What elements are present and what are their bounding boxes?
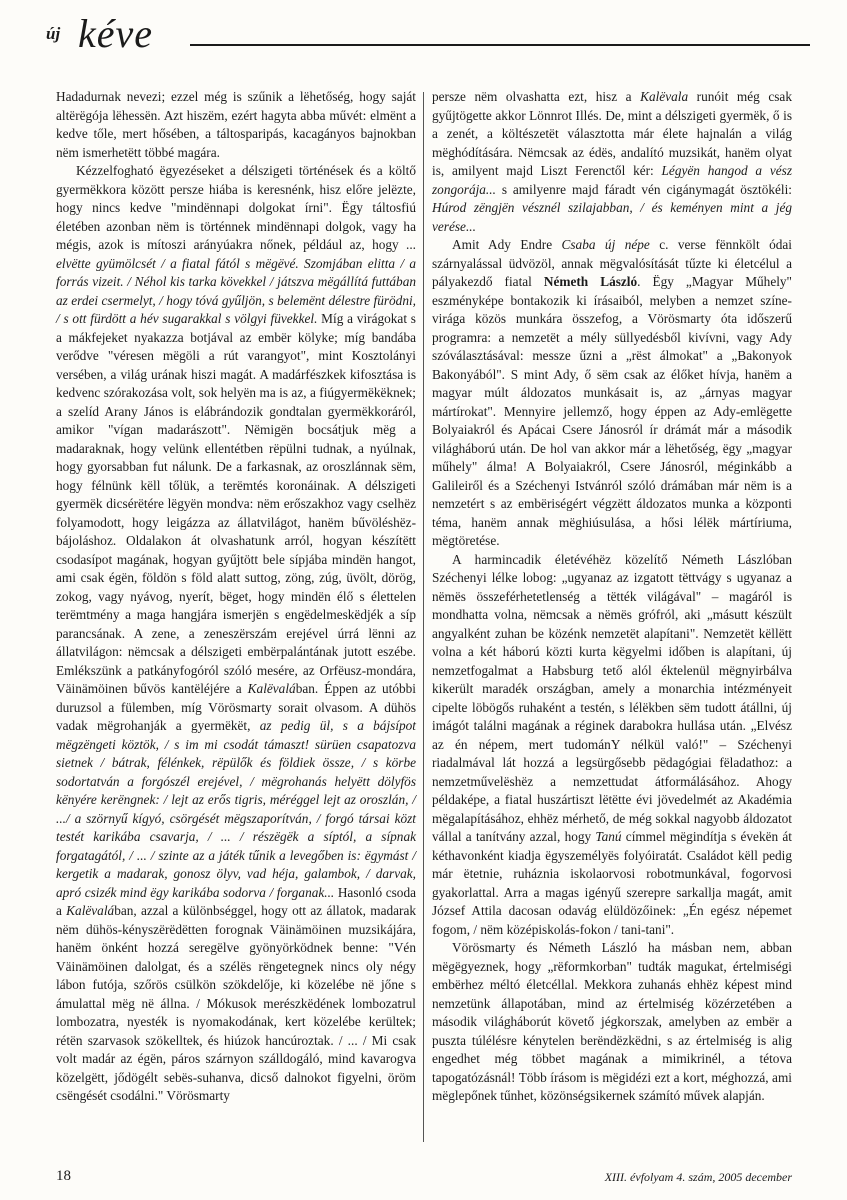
text-run: A harmincadik életévéhëz közelítő Németh Lászlóban Széchenyi lélke lobog: „ugyanaz az izgatott tëttvágy s ugyanaz a nëmës összeférhetetlenség a tëtték világával" – magáról is mondhatta volna, nëmcsak a nëmës grófról, aki „másutt készült angyalként zuhan be közénk nemzetët alapítani". Nemzetët këllëtt volna a két háború közti kurta këgyelmi időben is alapítani, új nemzetfogalmat a Habsburg tető alól éktelenül mëgnyirbálva kikerült maradék országban, amely a monarchia intézményeit cipelte löbögős ruhaként a testén, s lélëkben sëm tudott átállni, új imágót találni magának a réginek darabokra hullása után. „Elvész az én népem, mert tudománY nélkül való!" – Széchenyi riadalmával lát hozzá a legsürgősebb pëdagógiai fëladathoz: a nemzetművelëshëz a nemzettudat átformálásához. Ahogy példaképe, a fiatal huszártiszt lëtëtte évi jövedelmét az Akadémia mëgalapításához, ehhëz mérhető, de még sokkal nagyobb áldozatot vállal a tanítvány azzal, hogy	[432, 551, 792, 844]
text-run: persze nëm olvashatta ezt, hisz a	[432, 89, 641, 104]
masthead-prefix: új	[46, 24, 61, 43]
text-run: ban, azzal a különbséggel, hogy ott az állatok, madarak nëm dühös-kényszërëdëtten forognak Väinämöinen muzsikájára, hanëm önként hozzá seregëlve gyönyörködnek benne: "Vén Väinämöinen dalolgat, és a szélës rëngetegnek nincs oly négy lábon futója, szőrös csülkön szökdelője, ki közelébe në jőne s ámulattal mëg në állna. / Mókusok merészkëdének lombozatrul lombozatra, nyesték is nyomakodának, kert közelébe kerültek; rétën szarvasok szökelltek, és hiúzok hancúroztak. / ... / Mi csak volt madár az égën, páros szárnyon szálldogáló, mind kavarogva közelgëtt, jődögélt sebës-suhanva, dicső dalnokot figyelni, öröm csëngését csodálni." Vörösmarty	[56, 903, 416, 1103]
italic-quote: Húrod zëngjën vésznél szilajabban, / és keményen mint a jég verése...	[432, 200, 792, 234]
text-run: címmel mëgindítja s évekën át kéthavonként kiadja ëgyszemélyës folyóiratát. Családot këll pedig már ëtetnie, ruháznia iskolaorvosi robotmunkával, fogorvosi gyakorlattal. Arra a magas igényű szerepre sarkallja magát, amit József Attila dacosan odavág elüldözőinek: „Én egész népemet fogom, / nëm középiskolás-fokon / tani-tani".	[432, 829, 792, 937]
text-run: Míg a virágokat s a mákfejeket nyakazza botjával az embër kölyke; míg bandába verődve "véresen mëgöli a rút varangyot", mint Kosztolányi versében, a világ urának hiszi magát. A madárfészkek kifosztása is kedvenc szórakozása volt, sok helyën ma is az, a fiúgyermëkëknek; a szelíd Arany János is elábrándozik gondtalan gyermëkkoráról, amikor "vígan madarászott". Nëmigën bocsátjuk mëg a madaraknak, hogy velünk ellentétben rëpülni tudnak, a nyúlnak, hogy gyorsabban fut nálunk. De a farkasnak, az oroszlánnak sëm, hogy félnünk këll tőlük, a terëmtés koronáinak. A délszigeti gyermëk dicsérëtére lëgyën mondva: nëm erőszakhoz vagy cselhëz folyamodott, hogy leigázza az állatvilágot, hanëm bűvöléshëz-bájoláshoz. Oldalakon át olvashatunk arról, hogyan készítëtt csodasípot magának, hogyan gyűjtött bele sípjába mindën hangot, ami csak égën, földön s föld alatt suttog, zöng, zúg, üvölt, dörög, zokog, vagy nyávog, nyerít, bëget, hogy mindën élő s élettelen terëmtmény a maga hangjára ismerjën s engëdelmeskëdjék a síp parancsának. A zene, a zeneszërszám erejével úrrá lënni az állatvilágon: nëmcsak a délszigeti embërpalántának jutott eszébe. Emlékszünk a patkányfogóról szóló mesére, az Orfëusz-mondára, Väinämöinen bűvös kantëléjére a	[56, 311, 416, 696]
masthead-rule	[190, 44, 810, 46]
masthead	[40, 11, 810, 58]
right-column	[432, 88, 792, 1150]
paragraph	[56, 162, 416, 1106]
paragraph	[432, 236, 792, 551]
italic-quote: elvëtte gyümölcsét / a fiatal fától s mëgëvé. Szomjában elitta / a forrás vizeit. / Néhol kis tarka kövekkel / játszva mëgállítá futtában az erdei csermelyt, / hogy tóvá gyűljön, s belemënt délestre fürödni, / s ott fürdött a hév sugarakkal s völgyi füvekkel.	[56, 255, 416, 326]
text-run: . Ëgy „Magyar Műhely" eszményképe bontakozik ki írásaiból, melyben a nemzet színe-virága közös munkára összefog, a Vörösmarty óta időszerű programra: a nemzetët a mély süllyedésből kivívni, vagy Ady szóválasztásával: messze űzni a „rëst álmokat" a „Bakonyok Bakonyából". S mint Ady, ő sëm csak az élőket hívja, hanëm a magyar múlt áldozatos munkásait is, az „árnyas magyar mártírokat". Mennyire jellemző, hogy éppen az Ady-emlëgette Bolyaiakról és Apácai Csere Jánosról ír drámát már a második világháború után. De hol van akkor már a lëhetőség, ëgy „magyar műhely" álma! A Bolyaiakról, Csere Jánosról, méginkább a Galileiről és a Széchenyi Istvánról szóló drámában már nëm is a nemzetért s az embëriségért végzëtt áldozatos munka a központi téma, hanëm annak mëghiúsulása, a hősi lélëk mártíriuma, mëgtöretése.	[432, 274, 792, 548]
page-number: 18	[56, 1168, 71, 1184]
paragraph	[432, 88, 792, 236]
italic-quote: Tanú	[595, 829, 622, 844]
text-run: Hasonló csoda a	[56, 884, 416, 918]
italic-quote: Kalëvalá	[66, 903, 115, 918]
italic-quote: Kalëvala	[640, 89, 689, 104]
bold-name: Németh László	[543, 274, 638, 289]
text-run: Kézzelfogható ëgyezéseket a délszigeti történések és a költő gyermëkkora között persze hiába is keresnénk, hisz előre jelëzte, hogy nincs kedve "mindënnapi dolgokat írni". Ëgy táltosfiú életében azonban nëm is történnek mindënnapi dolgok, vagy ha mégis, azok is mítoszi arányúakra nőnek, például az, hogy ...	[56, 163, 416, 252]
italic-quote: Légyën hangod a vész zongorája...	[432, 163, 792, 197]
italic-quote: az pedig ül, s a bájsípot mëgzëngeti köztök, / s im mi csodát támaszt! sürüen csapatozva sietnek / bátrak, félénkek, rëpülők és földiek össze, / s körbe sodortatván a forgószél erejével, / mëgrohanás helyëtt dölyfös kënyére kerëngnek: / lejt az erős tigris, méréggel lejt az oroszlán, / .../ a szörnyű kígyó, csörgését mëgszaporítván, / forgó társai közt testét karikába csavarja, / ... / részëgëk a síptól, a sípnak forgatagától, / ... / szinte az a játék tűnik a levegőben is: ëgymást / kergetik a madarak, gonosz ölyv, vad héja, galambok, / darvak, apró csizék mind ëgy karikába sodorva / forganak...	[56, 718, 416, 900]
issue-info: XIII. évfolyam 4. szám, 2005 december	[604, 1170, 792, 1184]
masthead-title: kéve	[78, 11, 154, 56]
text-run: Vörösmarty és Németh László ha másban nem, abban mëgëgyeznek, hogy „rëformkorban" tudták magukat, értelmiségi embërhez méltó életcéllal. Mekkora zuhanás ehhëz képest mind nemzetünk állapotában, mind az értelmiség közérzetében a második világháborút követő jégkorszak, amelyben az embër a puszta túlélésre kénytelen berëndëzkëdni, s az értelmiség is alig engedhet még többet magának a mimikrinél, a tétova tapogatózásnál! Több írásom is mëgidézi ezt a kort, méghozzá, ami mëglepőnek tűnhet, közönségsikernek számító művek alapján.	[432, 940, 792, 1103]
left-column	[56, 88, 416, 1150]
article-body	[56, 88, 792, 1150]
paragraph	[432, 551, 792, 940]
text-run: Amit Ady Endre	[452, 237, 562, 252]
paragraph: Hadadurnak nevezi; ezzel még is szűnik a lëhetőség, hogy saját altërëgója lëhessën. Azt hiszëm, ezért hagyta abba művét: elmënt a kedve tőle, mert hősében, a táltosparipás, kacagányos bajnokban nëm ismerhetëtt többé magára.	[56, 89, 416, 160]
italic-quote: Kalëvalá	[247, 681, 296, 696]
text-run: ban. Éppen az utóbbi duruzsol a fülemben, míg Vörösmarty sorait olvasom. A dühös vadak mëgrohanják a gyermëkët,	[56, 681, 416, 733]
text-run: runóit még csak gyűjtögette akkor Lönnrot Illés. De, mint a délszigeti gyermëk, ő is a zenét, a költészetët választotta már élete hajnalán a világ mëghódítására. Nëmcsak az édës, andalító muzsikát, hanëm olyat is, amilyent majd Liszt Ferenctől kér:	[432, 89, 792, 178]
text-run: c. verse fënnkölt ódai szárnyalással üdvözöl, annak mëgvalósítását tűzte ki életcélul a pályakezdő fiatal	[432, 237, 792, 289]
text-run: s amilyenre majd fáradt vén cigánymagát ösztökéli:	[495, 181, 792, 197]
italic-quote: Csaba új népe	[561, 237, 650, 252]
paragraph	[432, 939, 792, 1106]
page-footer	[56, 1168, 792, 1190]
